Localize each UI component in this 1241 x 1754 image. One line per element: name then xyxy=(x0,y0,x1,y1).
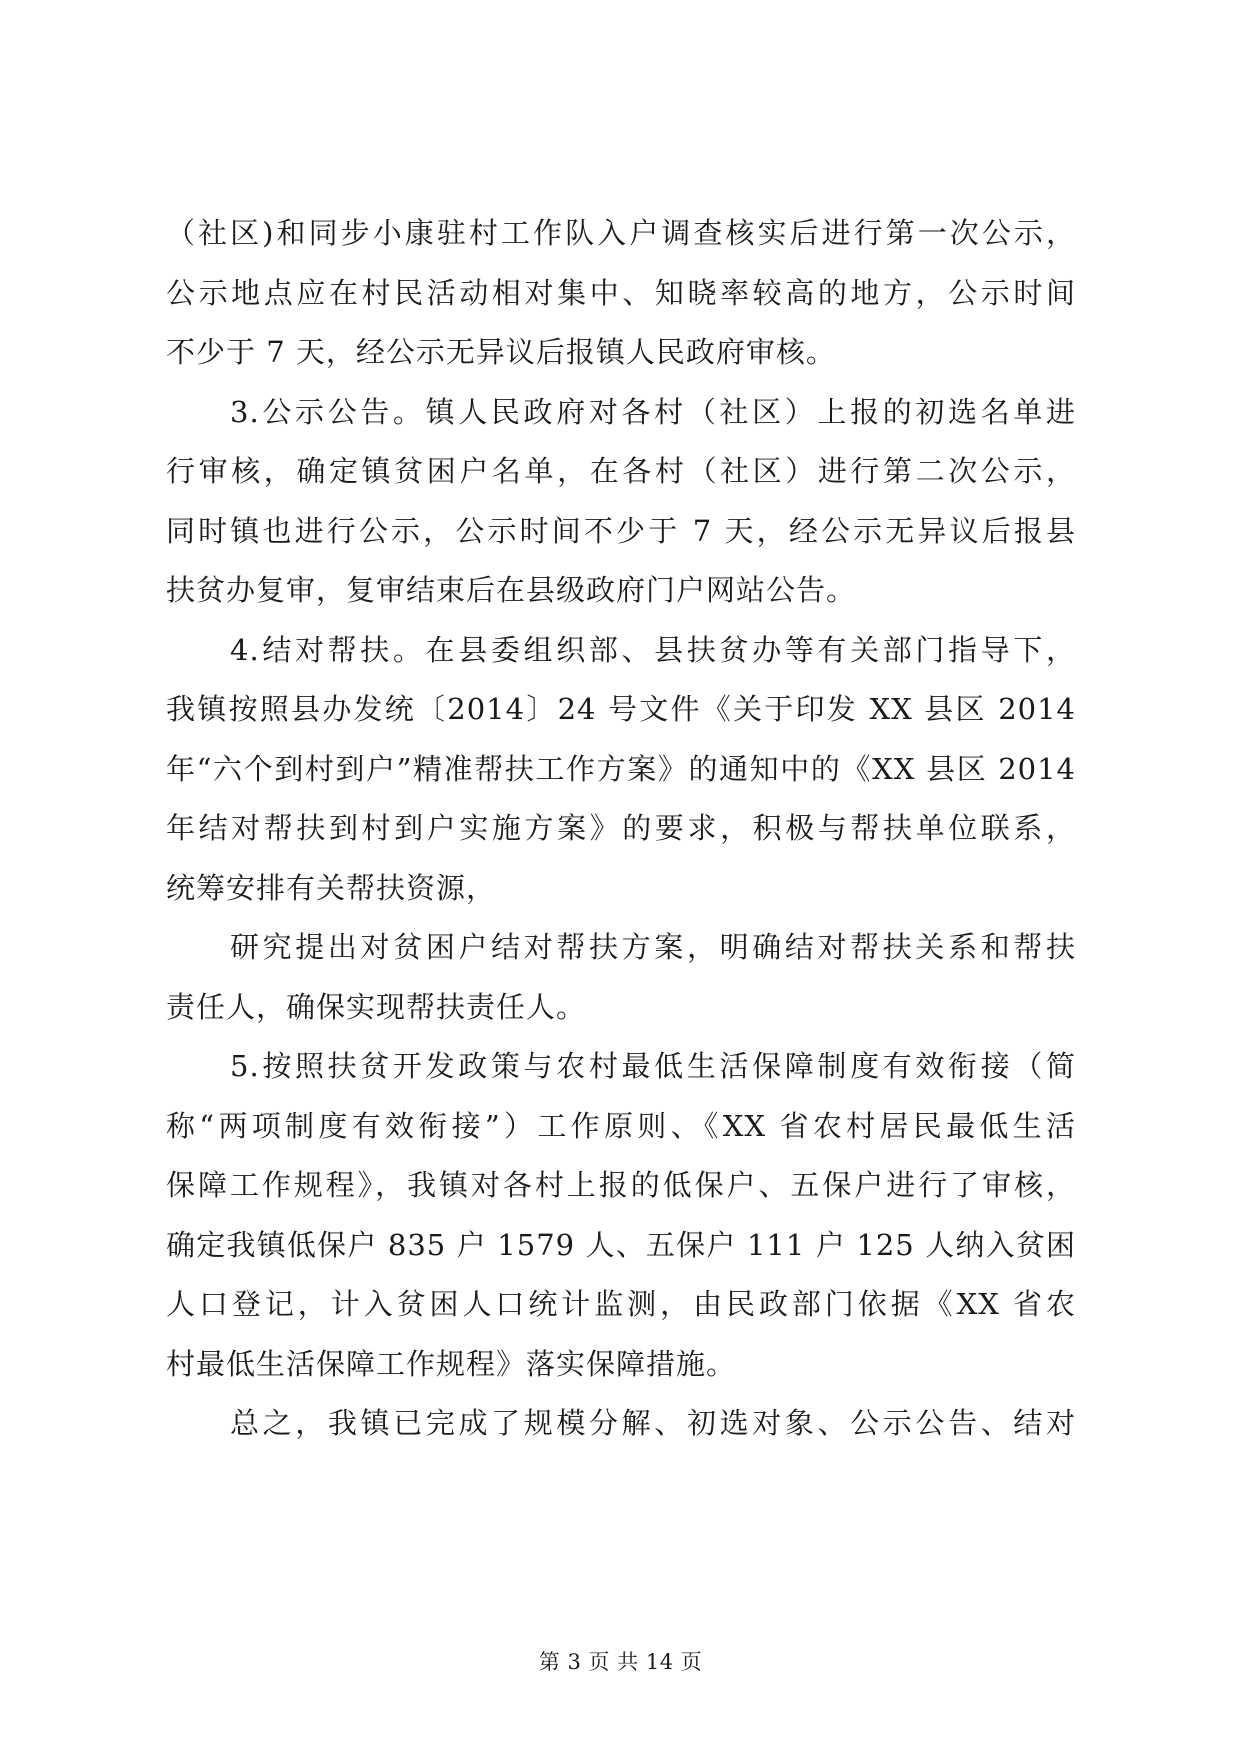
text-line: 称“两项制度有效衔接”）工作原则、《XX 省农村居民最低生活 xyxy=(166,1108,1076,1143)
document-body xyxy=(166,204,1076,1454)
text-line: 公示地点应在村民活动相对集中、知晓率较高的地方，公示时间 xyxy=(166,275,1076,310)
text-line: 统筹安排有关帮扶资源， xyxy=(166,870,497,905)
text-line: 不少于 7 天，经公示无异议后报镇人民政府审核。 xyxy=(166,335,836,369)
text-line: 确定我镇低保户 835 户 1579 人、五保户 111 户 125 人纳入贫困 xyxy=(166,1227,1076,1262)
text-line: 我镇按照县办发统〔2014〕24 号文件《关于印发 XX 县区 2014 xyxy=(166,692,1076,726)
paragraph-summary-start: 总之，我镇已完成了规模分解、初选对象、公示公告、结对 xyxy=(230,1406,1076,1440)
text-line: 扶贫办复审，复审结束后在县级政府门户网站公告。 xyxy=(166,573,857,607)
text-line: 村最低生活保障工作规程》落实保障措施。 xyxy=(166,1346,737,1381)
text-line: 人口登记，计入贫困人口统计监测，由民政部门依据《XX 省农 xyxy=(166,1287,1076,1321)
text-line: 同时镇也进行公示，公示时间不少于 7 天，经公示无异议后报县 xyxy=(166,513,1076,548)
paragraph-5-start: 5.按照扶贫开发政策与农村最低生活保障制度有效衔接（简 xyxy=(230,1049,1076,1083)
text-line: 保障工作规程》，我镇对各村上报的低保户、五保户进行了审核， xyxy=(166,1168,1076,1202)
page-number-footer: 第 3 页 共 14 页 xyxy=(538,1650,703,1674)
text-line: 年结对帮扶到村到户实施方案》的要求，积极与帮扶单位联系， xyxy=(166,811,1076,845)
text-line: 年“六个到村到户”精准帮扶工作方案》的通知中的《XX 县区 2014 xyxy=(166,751,1076,786)
text-line: 行审核，确定镇贫困户名单，在各村（社区）进行第二次公示， xyxy=(166,454,1076,488)
text-line: 责任人，确保实现帮扶责任人。 xyxy=(166,989,587,1024)
paragraph-3-start: 3.公示公告。镇人民政府对各村（社区）上报的初选名单进 xyxy=(230,394,1076,429)
paragraph-research-start: 研究提出对贫困户结对帮扶方案，明确结对帮扶关系和帮扶 xyxy=(230,930,1076,964)
paragraph-4-start: 4.结对帮扶。在县委组织部、县扶贫办等有关部门指导下， xyxy=(230,632,1076,667)
text-line: （社区)和同步小康驻村工作队入户调查核实后进行第一次公示， xyxy=(166,216,1076,250)
